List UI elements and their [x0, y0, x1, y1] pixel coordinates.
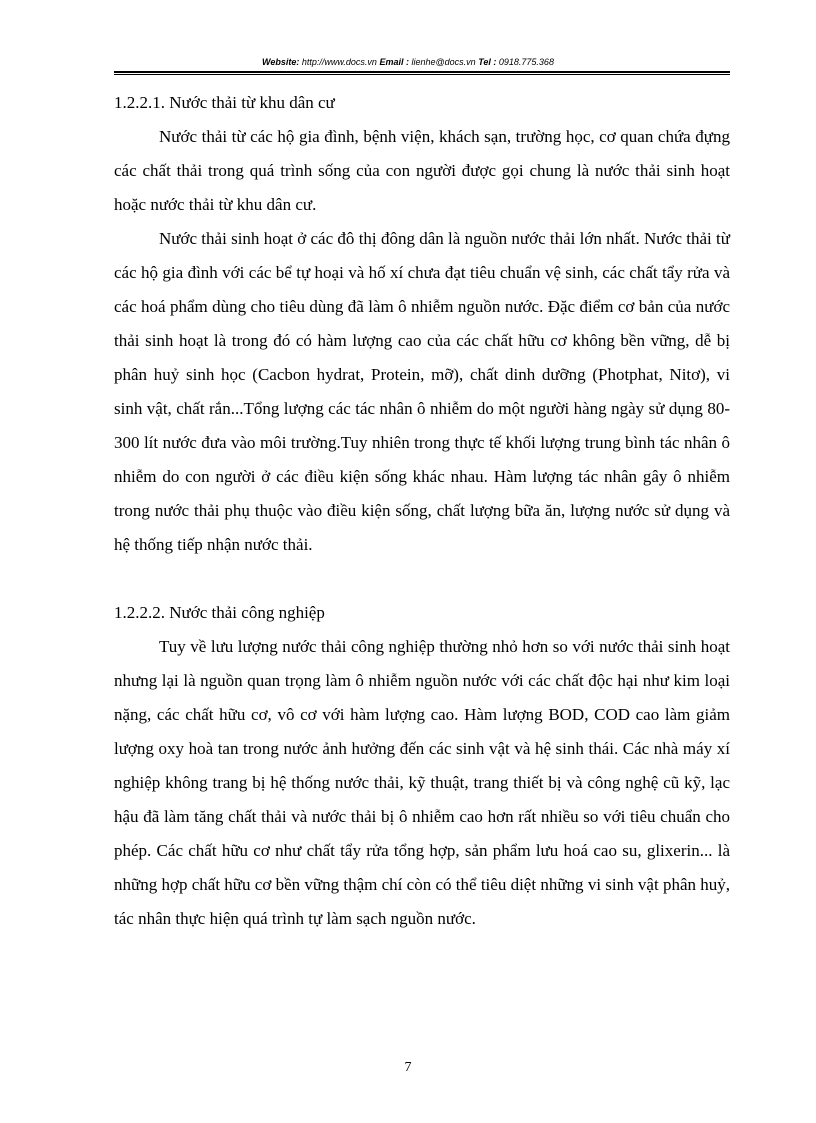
- paragraph-residential-definition: Nước thải từ các hộ gia đình, bệnh viện, khách sạn, trường học, cơ quan chứa đựng các chất thải trong quá trình sống của con người được gọi chung là nước thải sinh hoạt hoặc nước thải từ khu dân cư.: [114, 127, 730, 214]
- website-label: Website:: [262, 57, 300, 67]
- document-body: [114, 86, 730, 936]
- tel-value: 0918.775.368: [498, 57, 554, 67]
- tel-label: Tel :: [478, 57, 497, 67]
- section-heading-residential: 1.2.2.1. Nước thải từ khu dân cư: [114, 93, 335, 112]
- email-link[interactable]: lienhe@docs.vn: [411, 57, 476, 67]
- paragraph-industrial-details: Tuy về lưu lượng nước thải công nghiệp thường nhỏ hơn so với nước thải sinh hoạt nhưng lại là nguồn quan trọng làm ô nhiễm nguồn nước với các chất độc hại như kim loại nặng, các chất hữu cơ, vô cơ với hàm lượng cao. Hàm lượng BOD, COD cao làm giảm lượng oxy hoà tan trong nước ảnh hưởng đến các sinh vật và hệ sinh thái. Các nhà máy xí nghiệp không trang bị hệ thống nước thải, kỹ thuật, trang thiết bị và công nghệ cũ kỹ, lạc hậu đã làm tăng chất thải và nước thải bị ô nhiễm cao hơn rất nhiều so với tiêu chuẩn cho phép. Các chất hữu cơ như chất tẩy rửa tổng hợp, sản phẩm lưu hoá cao su, glixerin... là những hợp chất hữu cơ bền vững thậm chí còn có thể tiêu diệt những vi sinh vật phân huỷ, tác nhân thực hiện quá trình tự làm sạch nguồn nước.: [114, 637, 730, 928]
- page-header: [0, 56, 816, 68]
- header-divider: [114, 71, 730, 75]
- paragraph-residential-details: Nước thải sinh hoạt ở các đô thị đông dân là nguồn nước thải lớn nhất. Nước thải từ các hộ gia đình với các bể tự hoại và hố xí chưa đạt tiêu chuẩn vệ sinh, các chất tẩy rửa và các hoá phẩm dùng cho tiêu dùng đã làm ô nhiễm nguồn nước. Đặc điểm cơ bản của nước thải sinh hoạt là trong đó có hàm lượng cao của các chất hữu cơ không bền vững, dễ bị phân huỷ sinh học (Cacbon hydrat, Protein, mỡ), chất dinh dưỡng (Photphat, Nitơ), vi sinh vật, chất rắn...Tổng lượng các tác nhân ô nhiễm do một người hàng ngày sử dụng 80-300 lít nước đưa vào môi trường.Tuy nhiên trong thực tế khối lượng trung bình tác nhân ô nhiễm do con người ở các điều kiện sống khác nhau. Hàm lượng tác nhân gây ô nhiễm trong nước thải phụ thuộc vào điều kiện sống, chất lượng bữa ăn, lượng nước sử dụng và hệ thống tiếp nhận nước thải.: [114, 229, 730, 554]
- page-number: 7: [404, 1060, 412, 1075]
- website-link[interactable]: http://www.docs.vn: [301, 57, 377, 67]
- email-label: Email :: [379, 57, 409, 67]
- section-heading-industrial: 1.2.2.2. Nước thải công nghiệp: [114, 603, 325, 622]
- section-spacer: [114, 562, 730, 596]
